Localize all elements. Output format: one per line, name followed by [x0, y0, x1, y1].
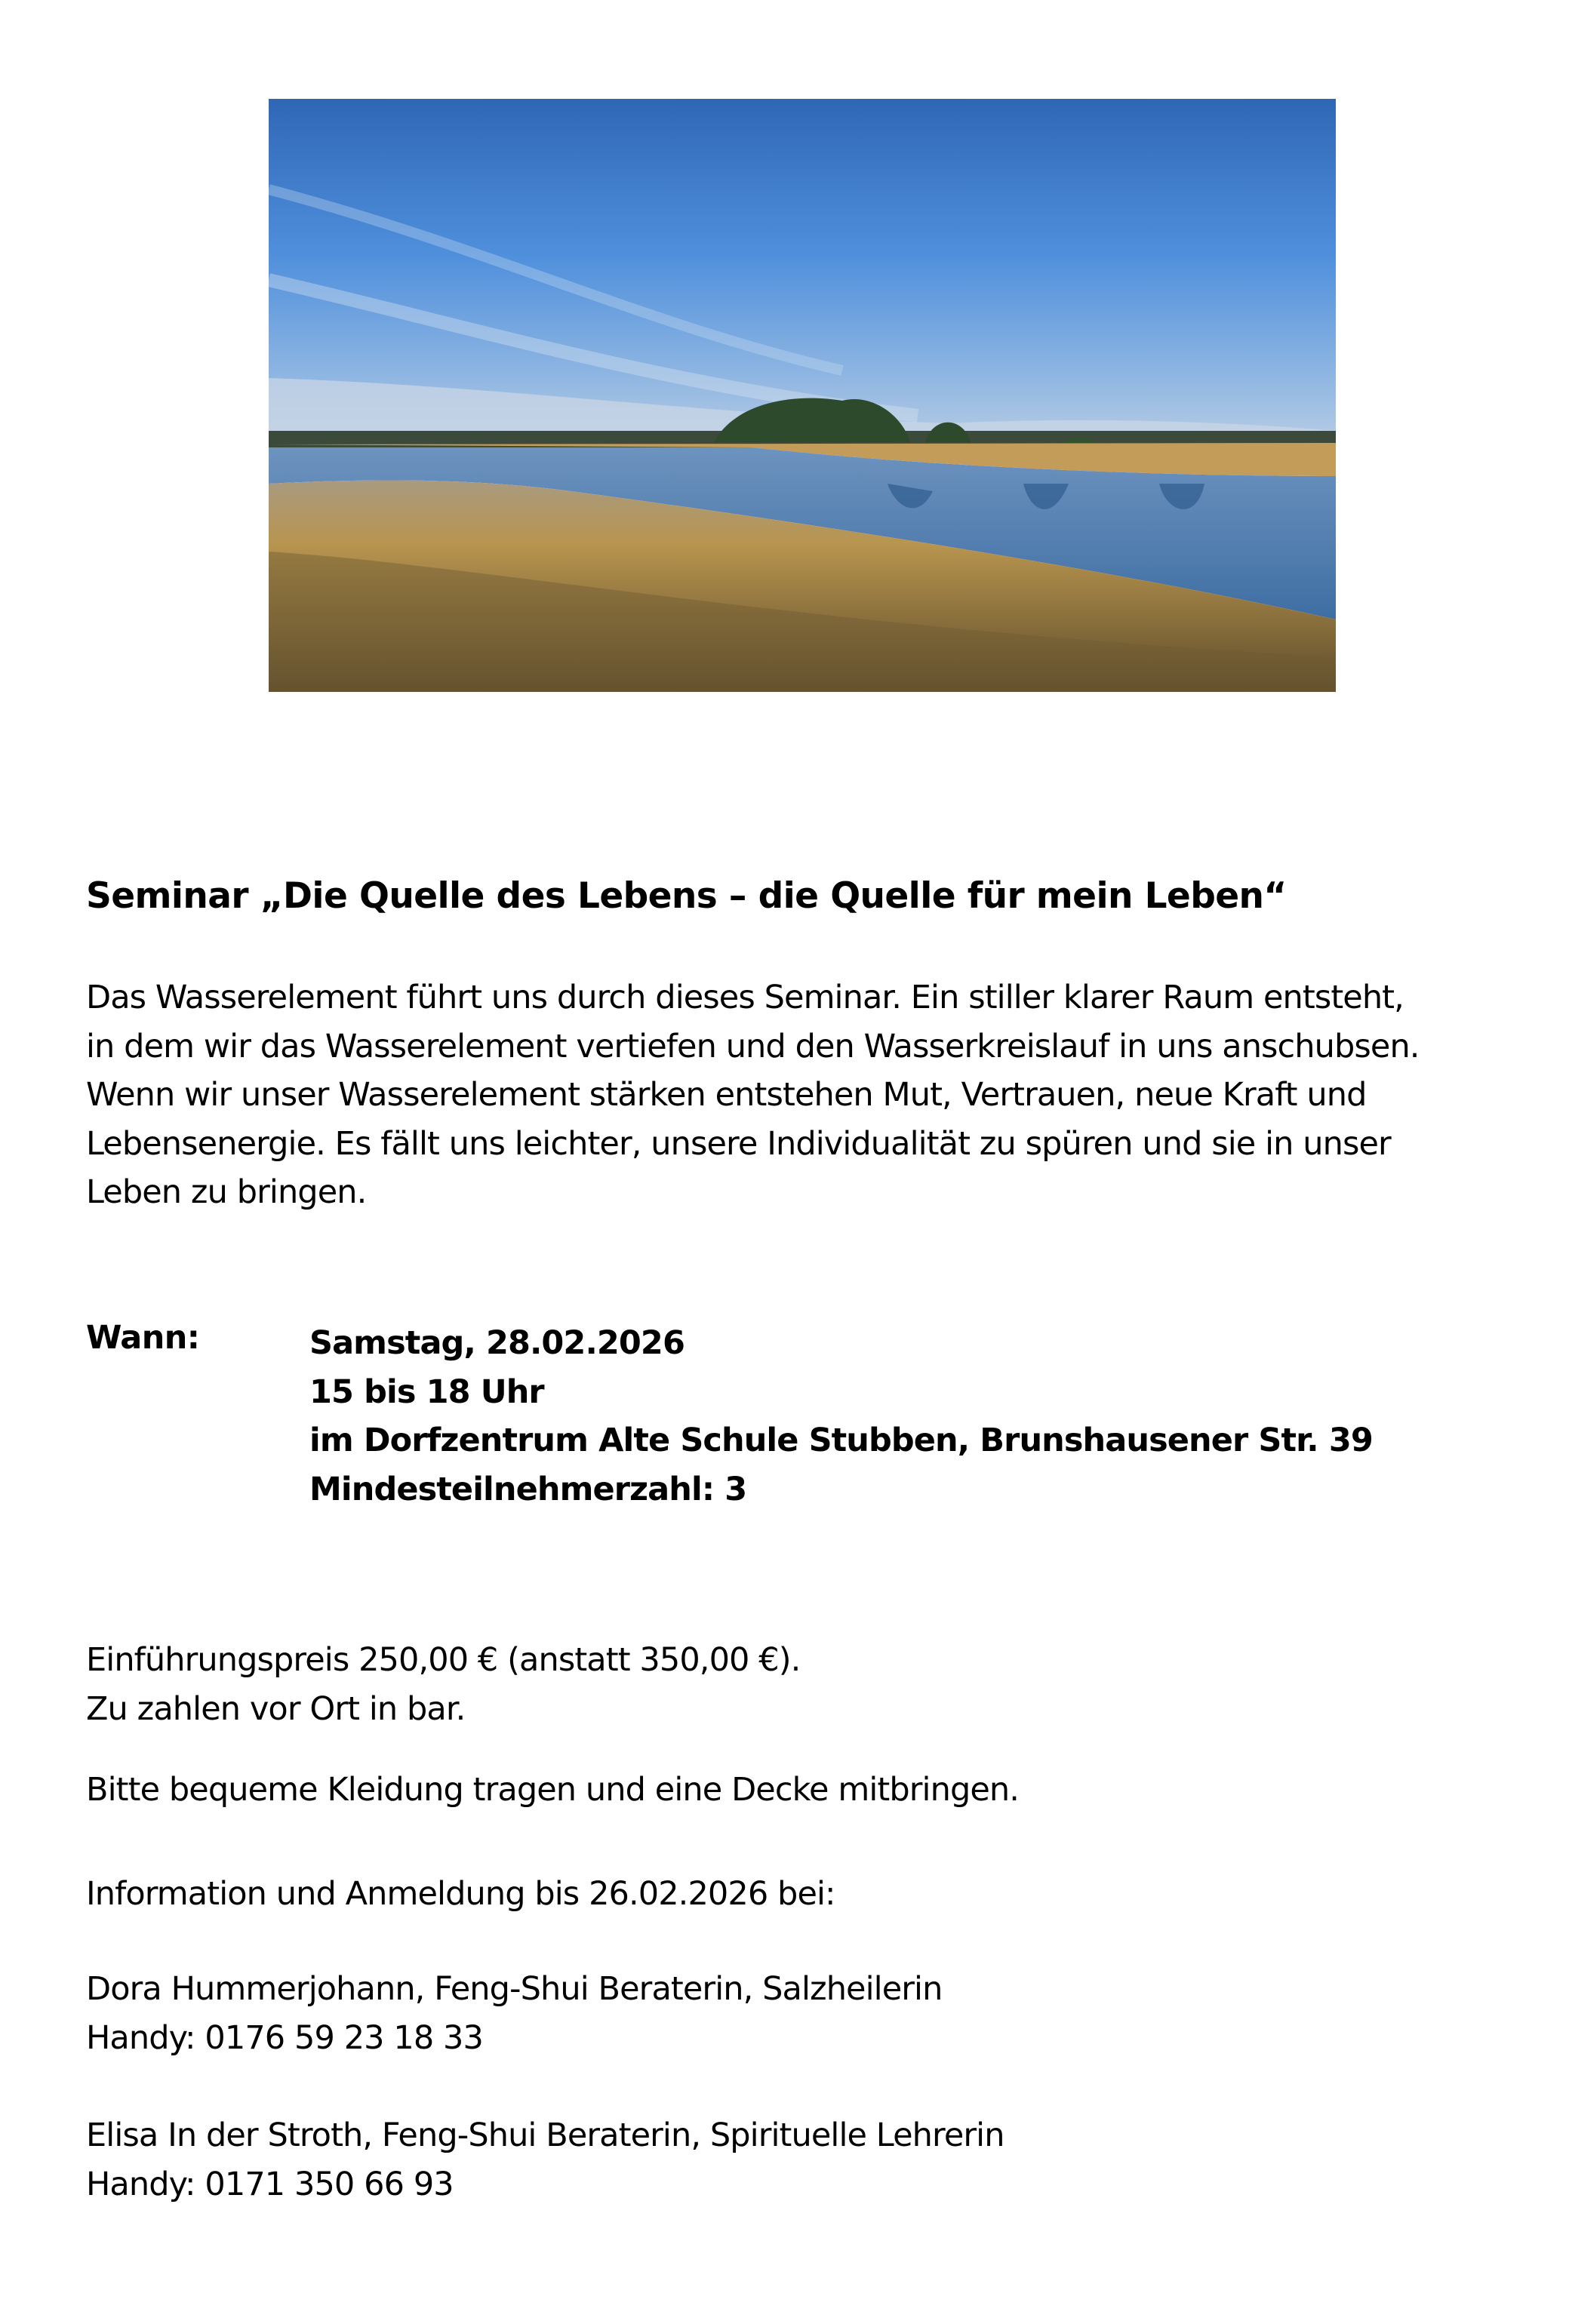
- contact-2: [86, 2111, 1004, 2209]
- seminar-title: Seminar „Die Quelle des Lebens – die Quelle für mein Leben“: [86, 875, 1287, 917]
- description-line: in dem wir das Wasserelement vertiefen und den Wasserkreislauf in uns anschubsen.: [86, 1027, 1420, 1065]
- contact-name-role: Elisa In der Stroth, Feng-Shui Beraterin, Spirituelle Lehrerin: [86, 2116, 1004, 2154]
- landscape-photo-icon: [269, 99, 1336, 692]
- when-label: Wann:: [86, 1319, 200, 1357]
- event-location: im Dorfzentrum Alte Schule Stubben, Brunshausener Str. 39: [309, 1422, 1373, 1459]
- description-line: Leben zu bringen.: [86, 1173, 367, 1211]
- contact-phone: Handy: 0171 350 66 93: [86, 2165, 454, 2203]
- landscape-photo: [269, 99, 1336, 692]
- contact-name-role: Dora Hummerjohann, Feng-Shui Beraterin, Salzheilerin: [86, 1970, 943, 2008]
- payment-line: Zu zahlen vor Ort in bar.: [86, 1689, 466, 1728]
- description-line: Wenn wir unser Wasserelement stärken entstehen Mut, Vertrauen, neue Kraft und: [86, 1076, 1367, 1114]
- registration-text: Information und Anmeldung bis 26.02.2026 bei:: [86, 1875, 835, 1913]
- price-line: Einführungspreis 250,00 € (anstatt 350,00 €).: [86, 1641, 801, 1679]
- event-date: Samstag, 28.02.2026: [309, 1324, 685, 1362]
- contact-1: [86, 1965, 942, 2062]
- seminar-description: [86, 973, 1543, 1217]
- clothing-note: [86, 1766, 1019, 1815]
- contact-phone: Handy: 0176 59 23 18 33: [86, 2018, 483, 2057]
- price-info: [86, 1636, 800, 1733]
- description-line: Das Wasserelement führt uns durch dieses Seminar. Ein stiller klarer Raum entsteht,: [86, 979, 1404, 1016]
- event-details: [309, 1319, 1373, 1514]
- description-line: Lebensenergie. Es fällt uns leichter, unsere Individualität zu spüren und sie in unser: [86, 1124, 1391, 1163]
- clothing-note-text: Bitte bequeme Kleidung tragen und eine Decke mitbringen.: [86, 1771, 1020, 1809]
- event-min-participants: Mindesteilnehmerzahl: 3: [309, 1470, 747, 1508]
- event-time: 15 bis 18 Uhr: [309, 1373, 544, 1411]
- registration-info: [86, 1870, 835, 1919]
